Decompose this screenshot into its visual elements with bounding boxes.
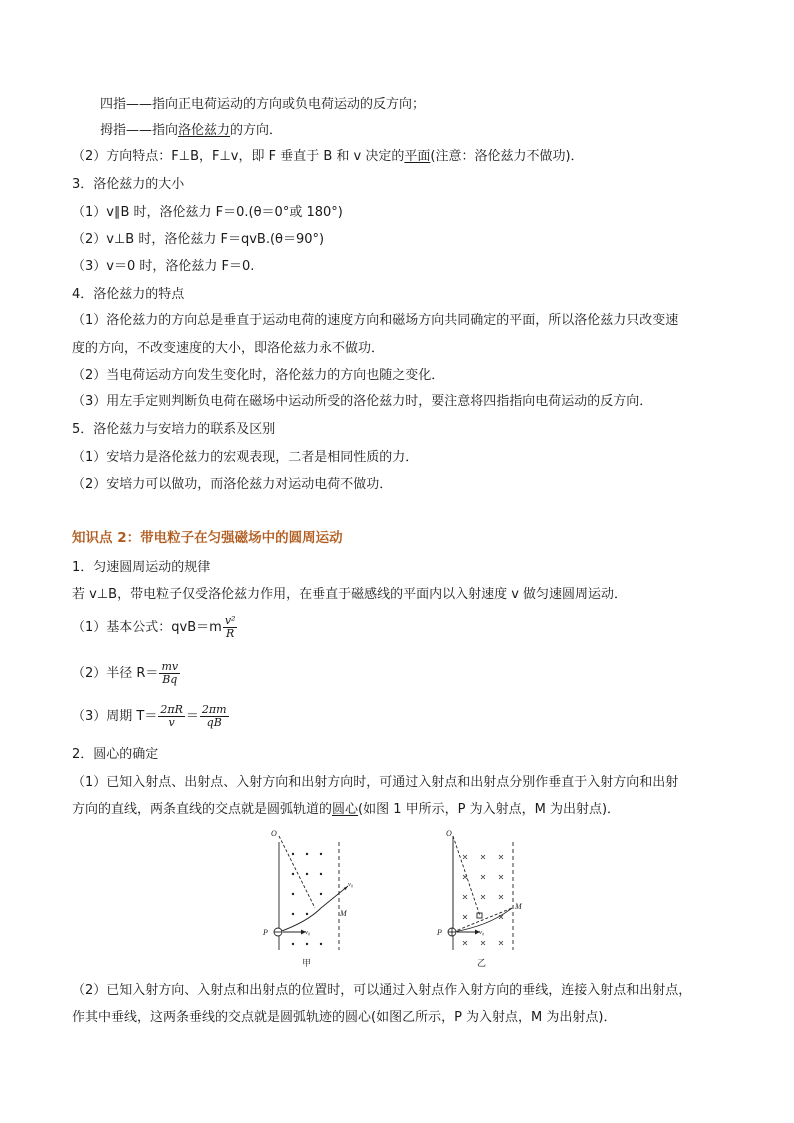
text-line: 度的方向，不改变速度的大小，即洛伦兹力永不做功． — [72, 341, 385, 356]
label-M: M — [340, 909, 347, 918]
text-line: （1）洛伦兹力的方向总是垂直于运动电荷的速度方向和磁场方向共同确定的平面，所以洛伦兹力只改变速 — [72, 313, 679, 328]
label-v0: v₀ — [305, 929, 311, 936]
text-line: （2）当电荷运动方向发生变化时，洛伦兹力的方向也随之变化． — [72, 368, 445, 383]
section-title: 3．洛伦兹力的大小 — [72, 177, 185, 192]
figure-caption-left: 甲 — [302, 958, 312, 968]
circle-center-figure — [255, 824, 545, 970]
text-line: 作其中垂线，这两条垂线的交点就是圆弧轨迹的圆心(如图乙所示，P 为入射点，M 为出射点)． — [72, 1010, 617, 1025]
text-line: 若 v⊥B，带电粒子仅受洛伦兹力作用，在垂直于磁感线的平面内以入射速度 v 做匀速圆周运动． — [72, 587, 628, 602]
formula-period: （3）周期 T＝ $\frac{2\pi R}{v}$ ＝ $\frac{2\pi m}{qB}$ — [72, 703, 227, 729]
figure-caption-right: 乙 — [477, 958, 487, 968]
label-P: P — [263, 928, 268, 937]
text-line: （3）用左手定则判断负电荷在磁场中运动所受的洛伦兹力时，要注意将四指指向电荷运动的反方向． — [72, 394, 653, 409]
text-line: （1）已知入射点、出射点、入射方向和出射方向时，可通过入射点和出射点分别作垂直于入射方向和出射 — [72, 775, 679, 790]
text-line: 四指——指向正电荷运动的方向或负电荷运动的反方向； — [100, 97, 426, 112]
label-v0: v₀ — [348, 881, 354, 888]
knowledge-point-heading: 知识点 2：带电粒子在匀强磁场中的圆周运动 — [72, 530, 343, 546]
text-line: 方向的直线，两条直线的交点就是圆弧轨道的圆心(如图 1 甲所示，P 为入射点，M 为出射点)． — [72, 802, 621, 817]
section-title: 1．匀速圆周运动的规律 — [72, 560, 211, 575]
label-O: O — [271, 829, 277, 838]
label-P: P — [437, 928, 442, 937]
text-line: （2）安培力可以做功，而洛伦兹力对运动电荷不做功． — [72, 477, 393, 492]
text-line: （2）方向特点：F⊥B，F⊥v，即 F 垂直于 B 和 v 决定的平面(注意：洛伦兹力不做功)． — [72, 149, 584, 164]
text-line: （1）安培力是洛伦兹力的宏观表现，二者是相同性质的力． — [72, 450, 419, 465]
text-line: （2）已知入射方向、入射点和出射点的位置时，可以通过入射点作入射方向的垂线，连接入射点和出射点， — [72, 983, 692, 998]
text-line: （3）v＝0 时，洛伦兹力 F＝0. — [72, 259, 255, 274]
section-title: 4．洛伦兹力的特点 — [72, 287, 185, 302]
section-title: 5．洛伦兹力与安培力的联系及区别 — [72, 422, 276, 437]
formula-radius: （2）半径 R＝ $\frac{mv}{Bq}$ — [72, 660, 179, 686]
section-title: 2．圆心的确定 — [72, 747, 159, 762]
formula-basic: （1）基本公式：qvB＝m $\frac{\text{v²}}{R}$ — [72, 614, 236, 640]
text-line: 拇指——指向洛伦兹力的方向． — [100, 123, 283, 138]
fraction: $\frac{2\pi R}{v}$ — [160, 703, 183, 729]
text-line: （1）v∥B 时，洛伦兹力 F＝0.(θ＝0°或 180°) — [72, 205, 343, 220]
text-line: （2）v⊥B 时，洛伦兹力 F＝qvB.(θ＝90°) — [72, 232, 325, 247]
fraction: $\frac{\text{v²}}{R}$ — [224, 614, 236, 640]
label-O: O — [446, 829, 452, 838]
fraction: $\frac{mv}{Bq}$ — [161, 660, 179, 686]
fraction: $\frac{2\pi m}{qB}$ — [201, 703, 227, 729]
figure-left-diagram — [274, 836, 348, 950]
label-M: M — [515, 902, 522, 911]
label-v0: v₀ — [479, 929, 485, 936]
